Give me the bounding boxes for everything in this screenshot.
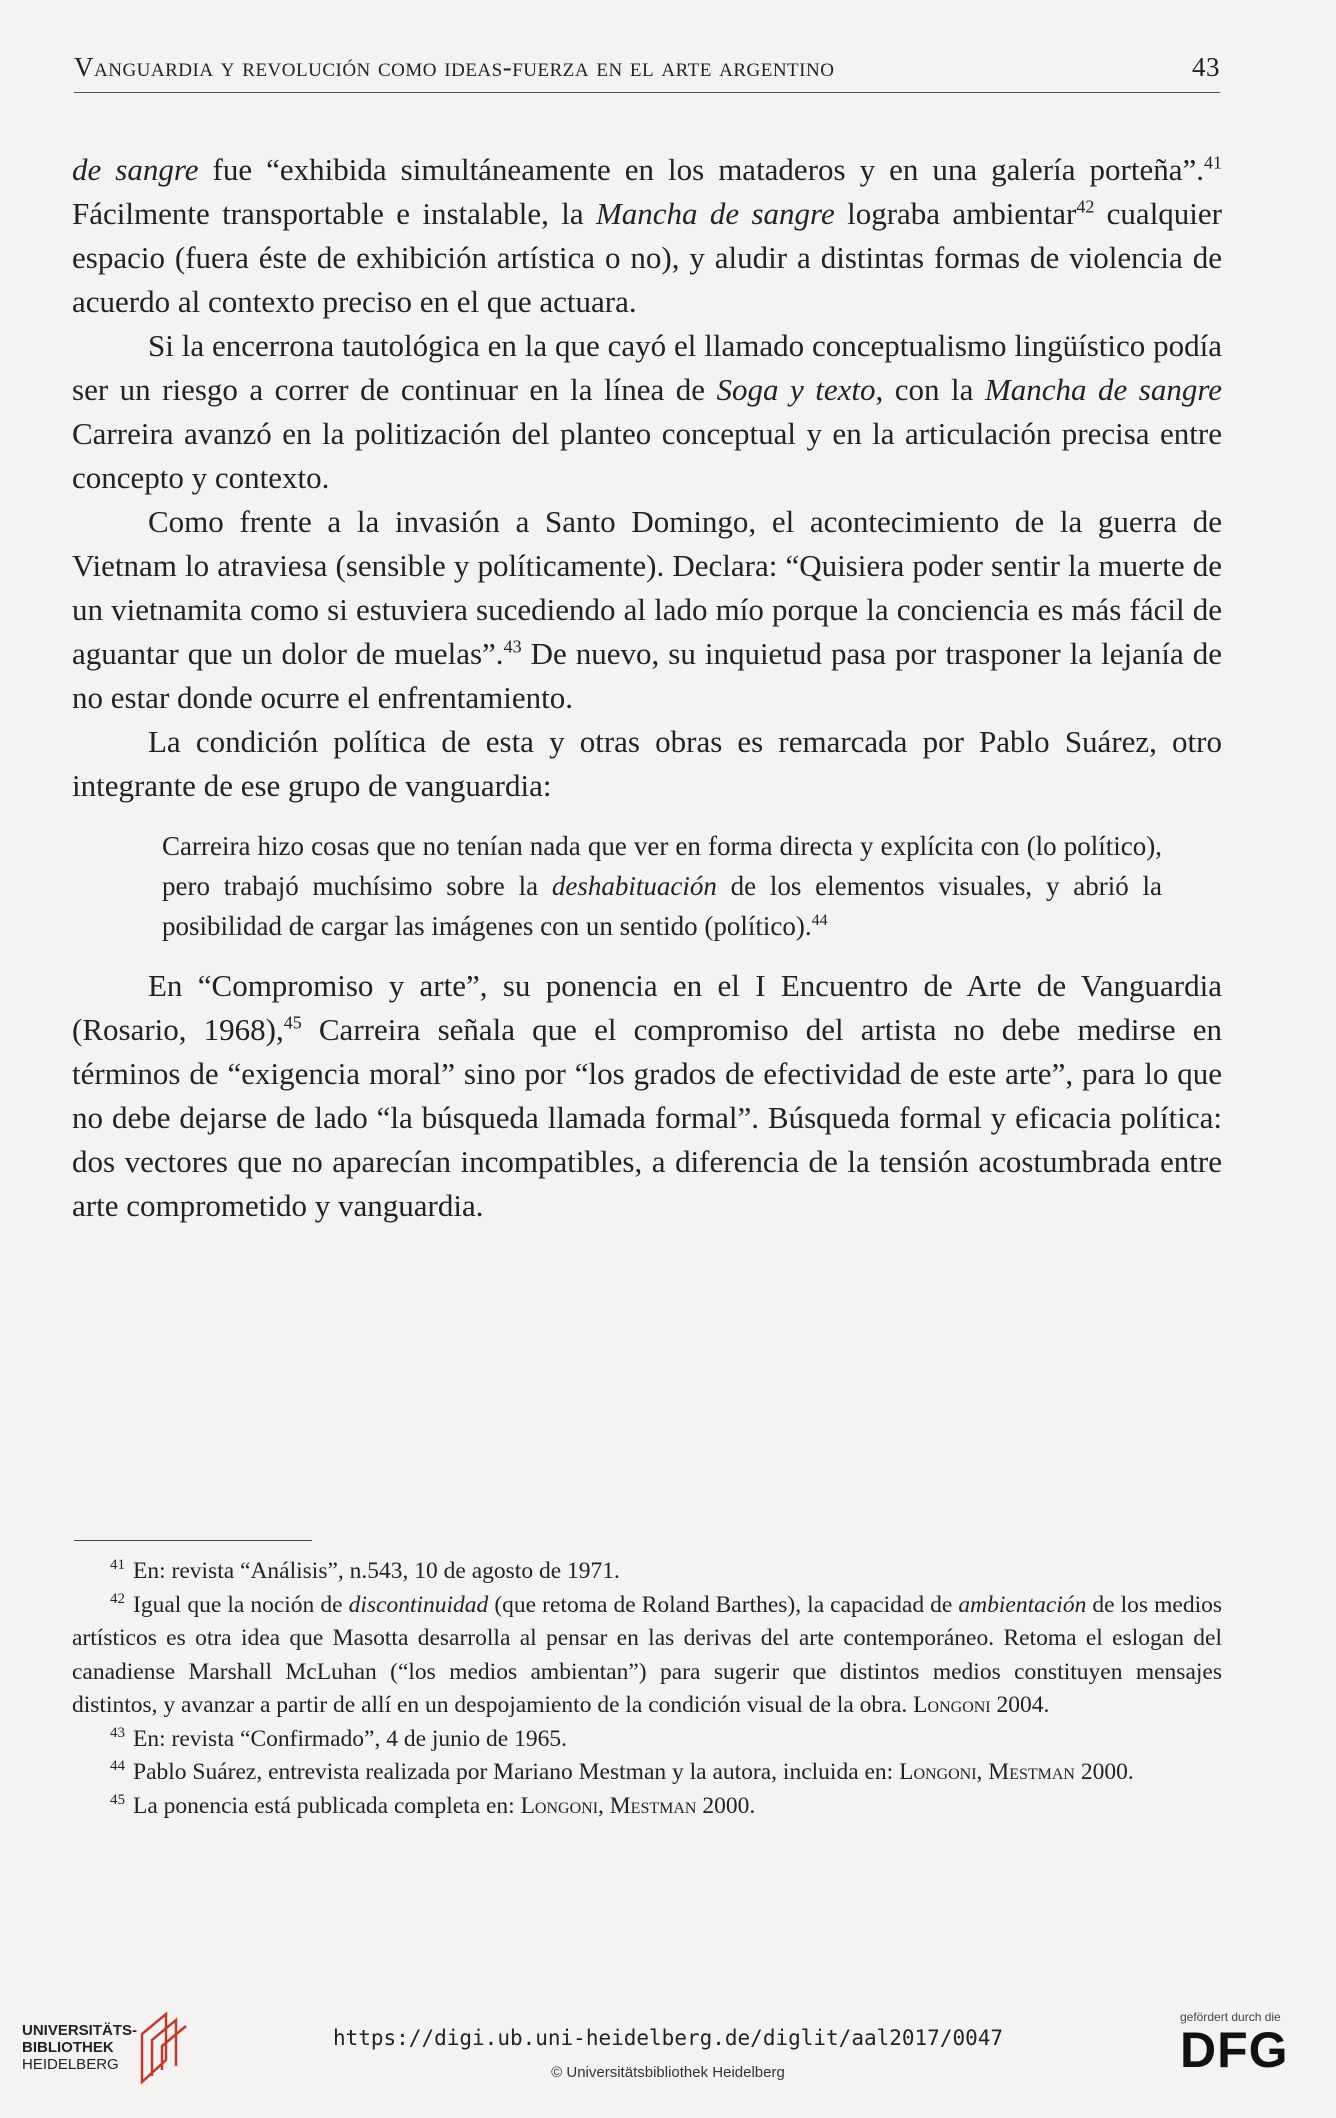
sponsor-label: gefördert durch die [1180,2010,1281,2024]
footnote-43: $^{43}$ En: revista “Confirmado”, 4 de junio de 1965. [110,1724,567,1752]
footnote-45: $^{45}$ La ponencia está publicada completa en: Longoni, Mestman 2000. [110,1791,756,1819]
copyright-notice: © Universitätsbibliothek Heidelberg [551,2064,785,2081]
dfg-logo [1180,2010,1289,2076]
header-rule [74,92,1220,93]
paragraph-3: Como frente a la invasión a Santo Domingo, el acontecimiento de la guerra de Vietnam lo atraviesa (sensible y políticamente). Declara: “Quisiera poder sentir la muerte de un vietnamita como si estuviera sucediendo al lado mío porque la conciencia es más fácil de aguantar que un dolor de muelas”.$^{43}$ De nuevo, su inquietud pasa por trasponer la lejanía de no estar donde ocurre el enfrentamiento. [72,504,1222,715]
footnote-ref-45[interactable]: 45 [283,1012,302,1033]
running-head-title: Vanguardia y revolución como ideas-fuerza en el arte argentino [74,52,835,82]
page-number: 43 [1192,52,1220,82]
digitization-footer [0,1988,1336,2118]
footnote-ref-43[interactable]: 43 [503,636,522,657]
footnote-44: $^{44}$ Pablo Suárez, entrevista realizada por Mariano Mestman y la autora, incluida en: Longoni, Mestman 2000. [110,1758,1134,1785]
dfg-wordmark: DFG [1180,2022,1289,2078]
footnote-ref-42[interactable]: 42 [1076,196,1095,217]
footnote-42: $^{42}$ Igual que la noción de discontinuidad (que retoma de Roland Barthes), la capacidad de ambientación de los medios artísticos es otra idea que Masotta desarrolla al pensar en las derivas del arte contemporáneo. Retoma el eslogan del canadiense Marshall McLuhan (“los medios ambientan”) para sugerir que distintos medios constituyen mensajes distintos, y avanzar a partir de allí en un despojamiento de la condición visual de la obra. Longoni 2004. [72,1590,1222,1718]
library-logo: UNIVERSITÄTS- BIBLIOTHEK HEIDELBERG [22,2022,138,2073]
paragraph-1: de sangre fue “exhibida simultáneamente en los mataderos y en una galería porteña”.$^{41}$ Fácilmente transportable e instalable, la Mancha de sangre lograba ambientar$^{42}$ cualquier espacio (fuera éste de exhibición artística o no), y aludir a distintas formas de violencia de acuerdo al contexto preciso en el que actuara. [72,152,1222,319]
source-url-link[interactable]: https://digi.ub.uni-heidelberg.de/diglit/aal2017/0047 [332,2026,1004,2050]
block-quote: Carreira hizo cosas que no tenían nada que ver en forma directa y explícita con (lo político), pero trabajó muchísimo sobre la deshabituación de los elementos visuales, y abrió la posibilidad de cargar las imágenes con un sentido (político).$^{44}$ [162,831,1162,941]
body-text [72,148,1222,1228]
footnote-rule [74,1540,312,1541]
footnotes [72,1555,1222,1823]
paragraph-2: Si la encerrona tautológica en la que cayó el llamado conceptualismo lingüístico podía ser un riesgo a correr de continuar en la línea de Soga y texto, con la Mancha de sangre Carreira avanzó en la politización del planteo conceptual y en la articulación precisa entre concepto y contexto. [72,328,1222,495]
running-head [74,52,1220,83]
footnote-ref-41[interactable]: 41 [1204,152,1222,173]
paragraph-5: En “Compromiso y arte”, su ponencia en el I Encuentro de Arte de Vanguardia (Rosario, 1968),$^{45}$ Carreira señala que el compromiso del artista no debe medirse en términos de “exigencia moral” sino por “los grados de efectividad de este arte”, para lo que no debe dejarse de lado “la búsqueda llamada formal”. Búsqueda formal y eficacia política: dos vectores que no aparecían incompatibles, a diferencia de la tensión acostumbrada entre arte comprometido y vanguardia. [72,968,1222,1223]
paragraph-4: La condición política de esta y otras obras es remarcada por Pablo Suárez, otro integrante de ese grupo de vanguardia: [72,724,1222,803]
footnote-ref-44[interactable]: 44 [811,912,828,929]
footnote-41: $^{41}$ En: revista “Análisis”, n.543, 10 de agosto de 1971. [110,1557,620,1584]
